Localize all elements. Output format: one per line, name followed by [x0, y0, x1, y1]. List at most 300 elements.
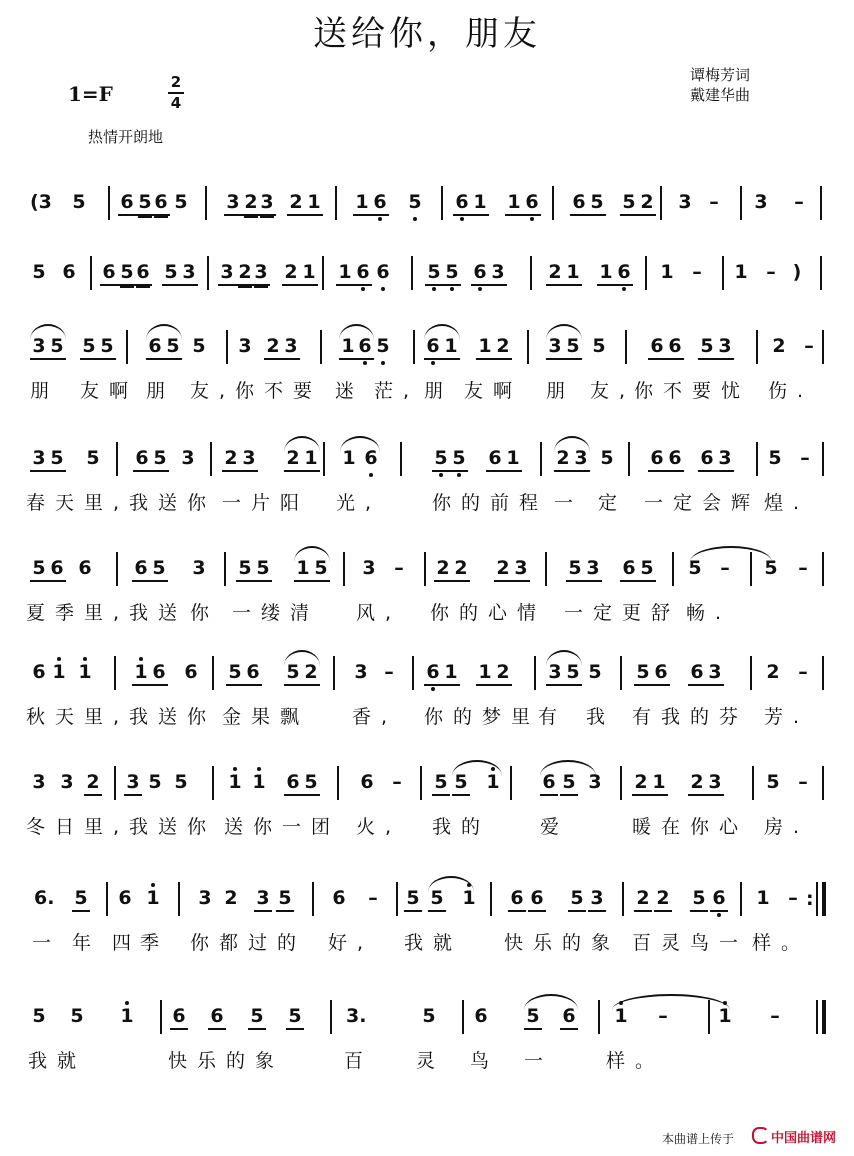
note: – — [720, 557, 730, 579]
lyrics-line — [0, 598, 854, 628]
note: 6 — [486, 446, 504, 472]
slur — [30, 324, 66, 340]
site-logo — [752, 1127, 836, 1146]
slur — [424, 324, 460, 340]
slur — [690, 546, 772, 562]
note: 5 — [151, 446, 169, 472]
note: 5 — [174, 191, 188, 213]
note: 1 — [660, 261, 674, 283]
site-logo-text: 中国曲谱网 — [771, 1131, 837, 1146]
lyric: 一 — [554, 492, 584, 514]
note: 3 — [238, 335, 252, 357]
barline — [108, 186, 110, 220]
note: 5 — [688, 557, 702, 579]
note: 6 — [184, 661, 198, 683]
note: 2 — [494, 556, 512, 582]
note: 3 — [588, 886, 606, 912]
barline — [126, 330, 128, 364]
lyric: 夏季里,我送 — [26, 602, 188, 624]
note: 2 — [84, 770, 102, 796]
time-signature — [168, 74, 184, 112]
lyric: 我的 — [432, 816, 491, 838]
lyric: 伤. — [768, 380, 814, 402]
barline — [205, 186, 207, 220]
note: 1 — [302, 446, 320, 472]
barline — [224, 552, 226, 586]
note: 6 — [132, 556, 150, 582]
lyric: 迷 — [335, 380, 365, 402]
slur — [339, 324, 374, 340]
note: 5 — [428, 886, 446, 912]
barline — [335, 186, 337, 220]
note: 5 — [764, 557, 778, 579]
note: 5 — [30, 556, 48, 582]
note: 5 — [312, 556, 330, 582]
meter-top: 2 — [170, 73, 182, 91]
note: 6 — [698, 446, 716, 472]
lyric: 友,你不要 — [190, 380, 323, 402]
slur — [428, 876, 474, 892]
lyric: 光, — [336, 492, 382, 514]
lyric: 快乐的象 — [504, 932, 621, 954]
barline — [527, 330, 529, 364]
note: 5 — [425, 260, 443, 286]
barline — [312, 882, 314, 916]
slur — [540, 760, 596, 776]
note: 2 — [302, 660, 320, 686]
note: 1 — [650, 770, 668, 796]
note: 6 — [170, 1004, 188, 1030]
final-barline — [816, 1000, 818, 1034]
note: 5 — [768, 447, 782, 469]
note: 5 — [98, 334, 116, 360]
note: 1 — [353, 190, 371, 216]
note: 6 — [688, 660, 706, 686]
note: 5 — [118, 260, 136, 286]
note: 6 — [360, 771, 374, 793]
note: 2 — [688, 770, 706, 796]
notation-line — [0, 876, 854, 926]
note: 5 — [698, 334, 716, 360]
lyric: 你不要忧 — [634, 380, 751, 402]
note: 6 — [32, 661, 46, 683]
barline — [411, 256, 413, 290]
lyric: 百灵鸟一 — [632, 932, 749, 954]
notation-line — [0, 546, 854, 596]
note: 5 — [620, 190, 638, 216]
note: 6 — [620, 556, 638, 582]
note: 6 — [150, 660, 168, 686]
note: 3 — [224, 190, 242, 216]
note: 3 — [254, 886, 272, 912]
note: 5 — [276, 886, 294, 912]
barline — [645, 256, 647, 290]
note: 6 — [208, 1004, 226, 1030]
note: 3 — [546, 660, 564, 686]
barline — [545, 552, 547, 586]
note: 5 — [164, 334, 182, 360]
note: 5 — [148, 771, 162, 793]
barline — [620, 766, 622, 800]
note: 5 — [150, 556, 168, 582]
slur — [452, 760, 502, 776]
lyric: 一定会辉 — [644, 492, 761, 514]
note: 1 — [294, 556, 312, 582]
repeat-barline — [816, 882, 818, 916]
lyric: 我就 — [28, 1050, 87, 1072]
note: 1 — [144, 886, 162, 910]
note: 5 — [48, 334, 66, 360]
note: 1 — [756, 887, 770, 909]
barline — [752, 766, 754, 800]
barline — [207, 256, 209, 290]
note: 5 — [422, 1005, 436, 1027]
note: 5 — [432, 446, 450, 472]
notation-line — [0, 994, 854, 1044]
barline — [424, 552, 426, 586]
note: – — [794, 191, 804, 213]
note: 2 — [634, 886, 652, 912]
lyric: 芳. — [764, 706, 810, 728]
note: 6 — [560, 1004, 578, 1030]
barline — [106, 882, 108, 916]
lyric: 朋 — [424, 380, 454, 402]
meter-bottom: 4 — [170, 94, 182, 112]
barline — [441, 186, 443, 220]
note: 5 — [248, 1004, 266, 1030]
lyric: 你都过的 — [190, 932, 307, 954]
barline — [462, 1000, 464, 1034]
note: 1 — [442, 334, 460, 360]
note: 2 — [546, 260, 564, 286]
lyrics-line — [0, 488, 854, 518]
slur — [546, 324, 582, 340]
note: 3 — [546, 334, 564, 360]
note: 6 — [356, 334, 374, 360]
lyric: 我 — [586, 706, 616, 728]
repeat-sign: : — [806, 888, 814, 910]
barline — [396, 882, 398, 916]
note: 6 — [134, 260, 152, 286]
note: 3 — [181, 447, 195, 469]
note: 3 — [716, 334, 734, 360]
lyrics-line — [0, 928, 854, 958]
note: 3 — [754, 191, 768, 213]
note: 2 — [224, 887, 238, 909]
note: 1 — [342, 447, 356, 469]
key-signature: 1=F — [68, 82, 113, 106]
note: 6 — [371, 190, 389, 216]
barline — [160, 1000, 162, 1034]
note: 3 — [282, 334, 300, 360]
lyric: 秋天里,我送你 — [26, 706, 217, 728]
lyric: 四 — [112, 932, 142, 954]
barline — [622, 882, 624, 916]
barline — [756, 330, 758, 364]
barline — [337, 766, 339, 800]
note: – — [766, 261, 776, 283]
note: 6 — [666, 334, 684, 360]
lyrics-line — [0, 812, 854, 842]
slur — [284, 436, 320, 452]
lyric: 一 — [32, 932, 62, 954]
barline — [114, 766, 116, 800]
note: – — [770, 1005, 780, 1027]
note: 5 — [32, 1005, 46, 1027]
note: 3 — [192, 557, 206, 579]
note: 5 — [766, 771, 780, 793]
note: 2 — [264, 334, 282, 360]
note: 2 — [287, 190, 305, 216]
composer-credit: 戴建华曲 — [690, 86, 751, 104]
note: 5 — [72, 191, 86, 213]
barline — [822, 330, 824, 364]
note: 3 — [588, 771, 602, 793]
barline — [722, 256, 724, 290]
barline — [740, 882, 742, 916]
note: 5 — [254, 556, 272, 582]
note: 5 — [48, 446, 66, 472]
barline — [540, 442, 542, 476]
lyrics-line — [0, 1046, 854, 1076]
note: 5 — [592, 335, 606, 357]
note: 1 — [226, 770, 244, 794]
barline — [822, 442, 824, 476]
note: 6 — [540, 770, 558, 796]
note: 3. — [346, 1005, 367, 1027]
note: 1 — [716, 1004, 734, 1028]
lyric: 样。 — [752, 932, 811, 954]
note: 1 — [132, 660, 150, 686]
note: – — [394, 557, 404, 579]
note: 3 — [218, 260, 236, 286]
note: 5 — [443, 260, 461, 286]
barline — [822, 552, 824, 586]
note: 6 — [666, 446, 684, 472]
note: 1 — [339, 334, 357, 360]
note: 3 — [32, 771, 46, 793]
note: 1 — [76, 660, 94, 684]
note: 6 — [118, 887, 132, 909]
note: 1 — [250, 770, 268, 794]
notation-line — [0, 436, 854, 486]
note: 5 — [600, 447, 614, 469]
note: 6 — [615, 260, 633, 286]
note: 5 — [86, 447, 100, 469]
note: 3 — [180, 260, 198, 286]
lyrics-line — [0, 702, 854, 732]
notation-line — [0, 650, 854, 700]
note: 5 — [284, 660, 302, 686]
note: 2 — [554, 446, 572, 472]
barline — [552, 186, 554, 220]
barline — [210, 442, 212, 476]
note: 6 — [374, 260, 392, 284]
note: 6. — [34, 887, 55, 909]
note: 6 — [474, 1005, 488, 1027]
note: 6 — [48, 556, 66, 582]
lyric: 我就 — [404, 932, 463, 954]
slur — [146, 324, 182, 340]
slur — [612, 994, 730, 1010]
note: 5 — [690, 886, 708, 912]
note: 1 — [460, 886, 478, 910]
note: – — [692, 261, 702, 283]
lyric: 年 — [72, 932, 102, 954]
note: 6 — [710, 886, 728, 912]
lyric: 送你一团 — [224, 816, 341, 838]
note: 5 — [80, 334, 98, 360]
note: 5 — [524, 1004, 542, 1030]
note: 1 — [734, 261, 748, 283]
lyric: 朋 — [30, 380, 60, 402]
barline — [820, 256, 822, 290]
note: – — [798, 661, 808, 683]
lyric: 你 — [190, 602, 220, 624]
note: – — [798, 557, 808, 579]
slur — [524, 994, 578, 1010]
note: 5 — [560, 770, 578, 796]
lyric: 有 — [538, 706, 568, 728]
note: 3 — [572, 446, 590, 472]
lyric: 茫, — [374, 380, 420, 402]
note: 5 — [286, 1004, 304, 1030]
note: 5 — [406, 190, 424, 214]
note: 2 — [452, 556, 470, 582]
note: 5 — [174, 771, 188, 793]
barline — [660, 186, 662, 220]
note: 2 — [284, 446, 302, 472]
barline — [343, 552, 345, 586]
note: 3 — [30, 334, 48, 360]
note: 6 — [62, 261, 76, 283]
barline — [116, 442, 118, 476]
note: 2 — [434, 556, 452, 582]
barline — [530, 256, 532, 290]
barline — [510, 766, 512, 800]
note: 6 — [332, 887, 346, 909]
note: 6 — [471, 260, 489, 286]
note: 5 — [162, 260, 180, 286]
note: 5 — [226, 660, 244, 686]
note: 6 — [133, 446, 151, 472]
barline — [333, 656, 335, 690]
note: 1 — [336, 260, 354, 286]
note: ) — [792, 261, 802, 283]
barline — [413, 330, 415, 364]
barline — [400, 442, 402, 476]
lyric: 季 — [140, 932, 170, 954]
lyric: 定 — [598, 492, 628, 514]
site-logo-icon — [752, 1127, 769, 1144]
note: 6 — [284, 770, 302, 796]
note: 3 — [716, 446, 734, 472]
note: 6 — [523, 190, 541, 216]
note: 5 — [564, 334, 582, 360]
lyrics-line — [0, 376, 854, 406]
lyric: 友啊 — [80, 380, 139, 402]
note: 5 — [634, 660, 652, 686]
note: 5 — [588, 661, 602, 683]
note: 6 — [354, 260, 372, 286]
note: 3 — [678, 191, 692, 213]
note: – — [788, 887, 798, 909]
barline — [420, 766, 422, 800]
note: 2 — [494, 660, 512, 686]
barline — [212, 766, 214, 800]
lyric: 百 — [344, 1050, 374, 1072]
note: 1 — [300, 260, 318, 286]
note: 2 — [494, 334, 512, 360]
barline — [90, 256, 92, 290]
note: – — [709, 191, 719, 213]
note: 2 — [222, 446, 240, 472]
note: 6 — [244, 660, 262, 686]
note: 3 — [489, 260, 507, 286]
notation-line — [0, 180, 854, 230]
note: 5 — [588, 190, 606, 216]
note: 3 — [60, 771, 74, 793]
note: 3 — [706, 770, 724, 796]
note: 5 — [70, 1005, 84, 1027]
slur — [546, 650, 582, 666]
note: 3 — [198, 887, 212, 909]
note: 6 — [146, 334, 164, 360]
barline — [628, 442, 630, 476]
barline — [534, 656, 536, 690]
note: 1 — [50, 660, 68, 684]
barline — [226, 330, 228, 364]
note: 2 — [632, 770, 650, 796]
slur — [294, 546, 330, 562]
note: 6 — [424, 660, 442, 686]
lyric: 朋 — [146, 380, 176, 402]
lyric: 金果飘 — [222, 706, 310, 728]
note: 1 — [612, 1004, 630, 1028]
note: 5 — [236, 556, 254, 582]
note: 6 — [453, 190, 471, 216]
lyric: 你的心情 — [430, 602, 547, 624]
note: 5 — [432, 770, 450, 796]
note: 6 — [648, 446, 666, 472]
lyric: 你的前程 — [432, 492, 549, 514]
note: – — [804, 335, 814, 357]
lyric: 冬日里,我送你 — [26, 816, 217, 838]
barline — [212, 656, 214, 690]
lyric: 快乐的象 — [168, 1050, 285, 1072]
barline — [490, 882, 492, 916]
barline — [625, 330, 627, 364]
lyric: 样。 — [606, 1050, 665, 1072]
note: 1 — [471, 190, 489, 216]
tempo-marking: 热情开朗地 — [88, 128, 164, 146]
lyric: 爱 — [540, 816, 570, 838]
note: 3 — [354, 661, 368, 683]
note: 1 — [305, 190, 323, 216]
lyric: 朋 — [546, 380, 576, 402]
note: 5 — [32, 261, 46, 283]
barline — [822, 766, 824, 800]
note: 3 — [706, 660, 724, 686]
note: 6 — [528, 886, 546, 912]
note: 1 — [597, 260, 615, 286]
lyric: 有我的芬 — [632, 706, 749, 728]
note: 1 — [476, 660, 494, 686]
lyric: 一缕清 — [232, 602, 320, 624]
note: 1 — [484, 770, 502, 794]
note: (3 — [30, 191, 52, 213]
note: 2 — [766, 661, 780, 683]
